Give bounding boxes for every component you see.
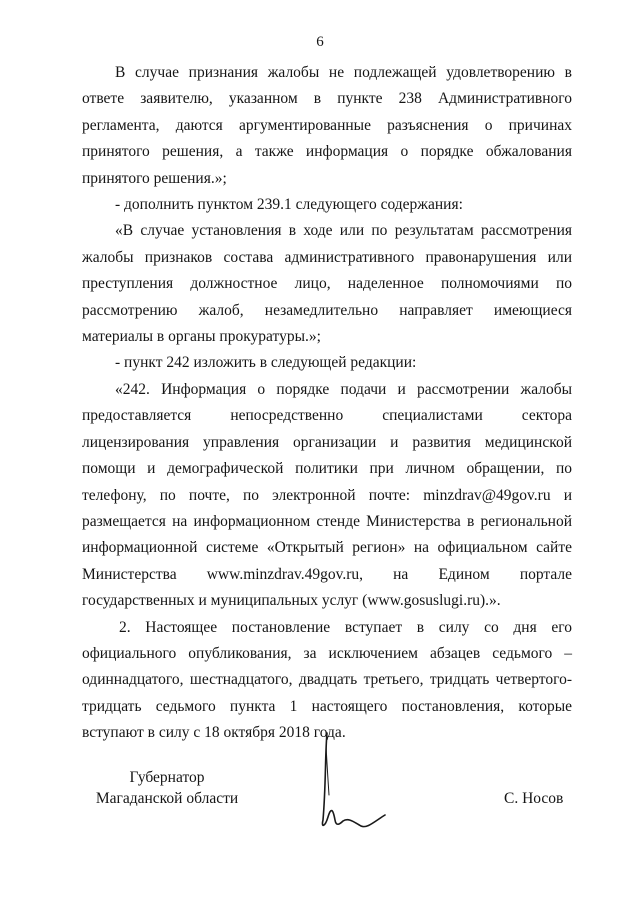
paragraph-item-2-entry-into-force: 2. Настоящее постановление вступает в силу со дня его официального опубликования, за исключением абзацев седьмого – одиннадцатого, шестнадцатого, двадцать третьего, тридцать четвертого-тридцать седьмого пункта 1 настоящего постановления, которые вступают в силу с 18 октября 2018 года. — [82, 618, 572, 742]
paragraph-add-point-239-1: - дополнить пунктом 239.1 следующего содержания: — [115, 196, 463, 214]
document-body — [82, 60, 572, 747]
paragraph-point-242-header: - пункт 242 изложить в следующей редакции: — [115, 354, 417, 372]
paragraph-complaint-rejection: В случае признания жалобы не подлежащей удовлетворению в ответе заявителю, указанном в пункте 238 Административного регламента, даются аргументированные разъяснения о причинах принятого решения, а также информация о порядке обжалования принятого решения.»; — [82, 64, 572, 187]
page-number: 6 — [316, 34, 324, 50]
paragraph-point-239-1-text: «В случае установления в ходе или по результатам рассмотрения жалобы признаков состава административного правонарушения или преступления должностное лицо, наделенное полномочиями по рассмотрению жалоб, незамедлительно направляет имеющиеся материалы в органы прокуратуры.»; — [82, 222, 572, 346]
signatory-title-line-1: Губернатор — [129, 769, 205, 786]
signatory-title-line-2: Магаданской области — [95, 790, 239, 807]
signatory-title — [82, 767, 252, 809]
paragraph-point-242-text: «242. Информация о порядке подачи и рассмотрении жалобы предоставляется непосредственно специалистами сектора лицензирования управления организации и развития медицинской помощи и демографической политики при личном обращении, по телефону, по почте, по электронной почте: minzdrav@49gov.ru и размещается на информационном стенде Министерства в региональной информационной системе «Открытый регион» на официальном сайте Министерства www.minzdrav.49gov.ru, на Едином портале государственных и муниципальных услуг (www.gosuslugi.ru).». — [82, 380, 572, 610]
handwritten-signature — [305, 725, 395, 835]
signatory-name: С. Носов — [504, 790, 564, 807]
